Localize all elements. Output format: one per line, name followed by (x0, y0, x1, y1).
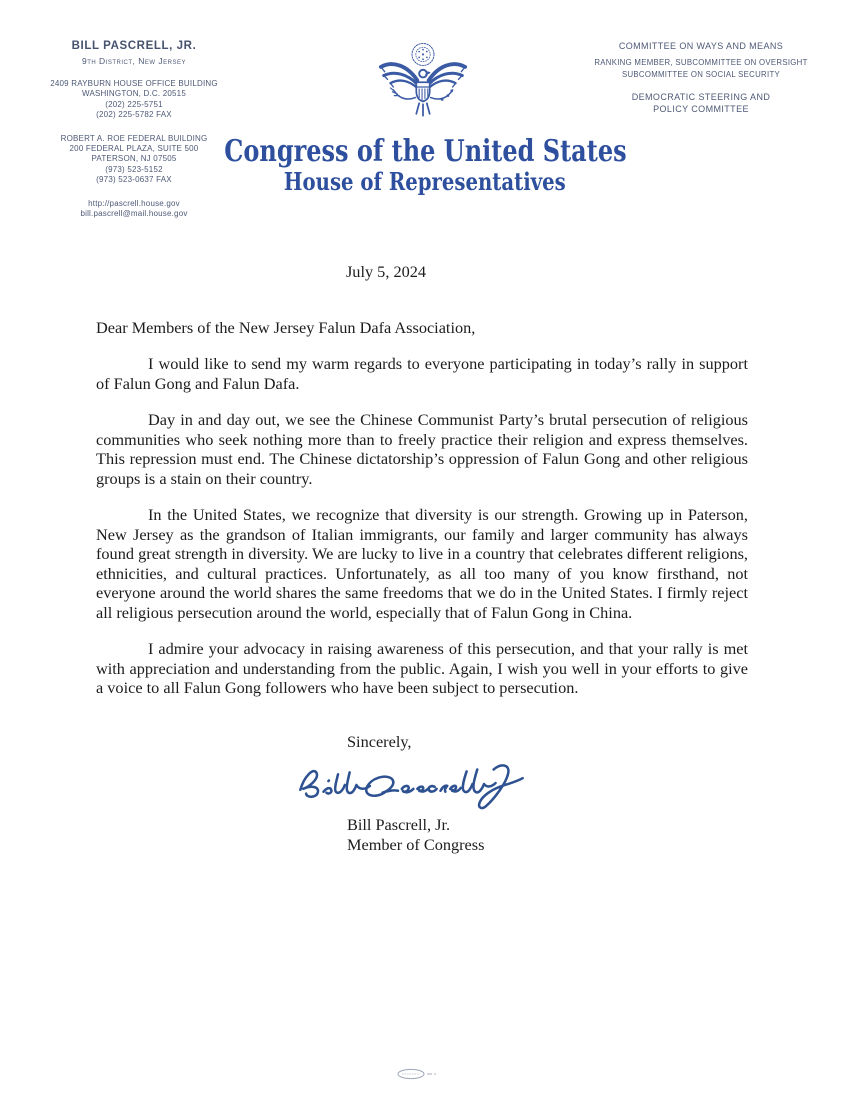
closing-word: Sincerely, (347, 731, 412, 751)
signer-title: Member of Congress (347, 834, 485, 854)
org-title: Congress of the United States (223, 134, 627, 169)
address-line: WASHINGTON, D.C. 20515 (82, 89, 186, 99)
union-bug-icon (396, 1066, 448, 1082)
salutation: Dear Members of the New Jersey Falun Dafa Association, (96, 317, 476, 337)
address-line: 200 FEDERAL PLAZA, SUITE 500 (69, 144, 199, 154)
steering-line: DEMOCRATIC STEERING AND (631, 92, 771, 102)
fax-line: (973) 523-0637 FAX (96, 175, 172, 185)
phone-line: (973) 523-5152 (105, 164, 163, 174)
subcommittee-oversight (570, 57, 832, 80)
dc-office-address (20, 79, 248, 121)
great-seal-icon (375, 42, 471, 132)
address-line: ROBERT A. ROE FEDERAL BUILDING (60, 133, 208, 143)
member-name: BILL PASCRELL, JR. (71, 40, 197, 52)
steering-line: POLICY COMMITTEE (653, 104, 749, 114)
committee-ways-means: COMMITTEE ON WAYS AND MEANS (618, 41, 784, 51)
letter-content (96, 262, 748, 854)
email-text: bill.pascrell@mail.house.gov (80, 209, 188, 219)
org-subtitle-row (0, 164, 850, 196)
address-line: PATERSON, NJ 07505 (91, 154, 177, 164)
org-title-row (0, 134, 850, 169)
member-district: 9th District, New Jersey (81, 56, 187, 66)
paragraph-2: Day in and day out, we see the Chinese Communist Party’s brutal persecution of religious communities who seek nothing more than to freely practice their religion and express themselves. This repression must end. The Chinese dictatorship’s oppression of Falun Gong and other religious groups is a stain on their country. (96, 410, 748, 488)
handwritten-signature (294, 755, 529, 813)
letter-date: July 5, 2024 (345, 262, 427, 281)
website-text: http://pascrell.house.gov (88, 198, 180, 208)
address-line: 2409 RAYBURN HOUSE OFFICE BUILDING (50, 79, 218, 88)
fax-line: (202) 225-5782 FAX (96, 110, 172, 120)
web-contact-block (20, 199, 248, 220)
signer-name: Bill Pascrell, Jr. (347, 815, 451, 834)
committee-info-block (570, 40, 832, 115)
paragraph-3: In the United States, we recognize that diversity is our strength. Growing up in Paterson, New Jersey as the grandson of Italian immigrants, our family and larger community has always found great strength in diversity. We are lucky to live in a country that celebrates different religions, ethnicities, and cultural practices. Unfortunately, as all too many of you know firsthand, not everyone around the world shares the same freedoms that we do in the United States. I firmly reject all religious persecution around the world, especially that of Falun Gong in China. (96, 505, 748, 622)
subcommittee-line: RANKING MEMBER, SUBCOMMITTEE ON OVERSIGHT (594, 58, 808, 67)
paragraph-1: I would like to send my warm regards to everyone participating in today’s rally in support of Falun Gong and Falun Dafa. (96, 354, 748, 393)
paragraph-4: I admire your advocacy in raising awareness of this persecution, and that your rally is met with appreciation and understanding from the public. Again, I wish you well in your efforts to give a voice to all Falun Gong followers who have been subject to persecution. (96, 639, 748, 697)
steering-committee (570, 91, 832, 115)
subcommittee-line: SUBCOMMITTEE ON SOCIAL SECURITY (621, 69, 781, 79)
org-subtitle: House of Representatives (284, 167, 566, 196)
phone-line: (202) 225-5751 (105, 99, 163, 109)
